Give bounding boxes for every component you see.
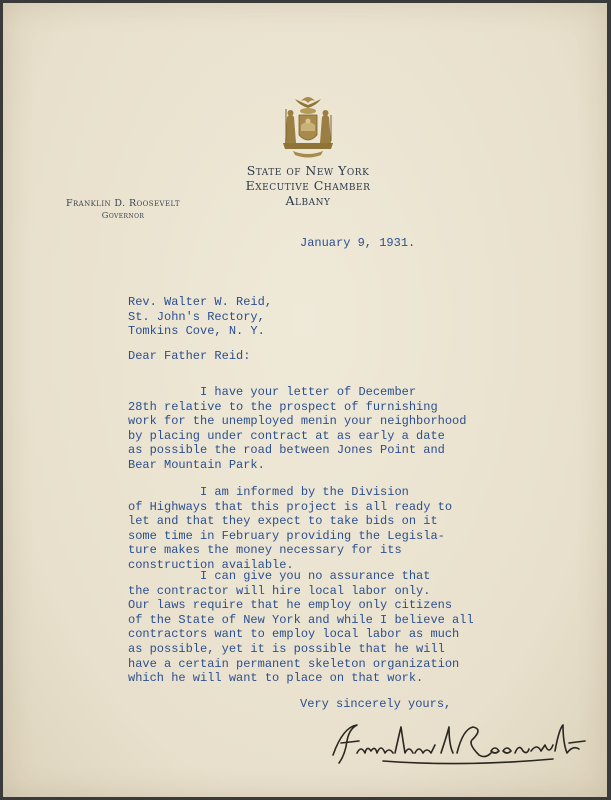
text-line: ture makes the money necessary for its <box>128 543 402 558</box>
letter-date: January 9, 1931. <box>300 236 416 250</box>
text-line: have a certain permanent skeleton organization <box>128 656 460 671</box>
letterhead-city: Albany <box>285 193 331 208</box>
text-line: I have your letter of December <box>128 385 417 399</box>
salutation: Dear Father Reid: <box>128 349 251 363</box>
text-line: construction available. <box>128 557 294 572</box>
recipient-line: St. John's Rectory, <box>128 309 265 324</box>
recipient-line: Tomkins Cove, N. Y. <box>128 324 265 339</box>
text-line: work for the unemployed menin your neighborhood <box>128 414 467 429</box>
recipient-address <box>128 295 272 339</box>
letterhead <box>203 163 413 208</box>
paragraph-2 <box>128 485 452 573</box>
paragraph-3 <box>128 569 474 686</box>
paragraph-1 <box>128 385 466 473</box>
handwritten-signature <box>323 715 593 775</box>
letterhead-state: State of New York <box>246 163 370 178</box>
text-line: as possible the road between Jones Point and <box>128 443 445 458</box>
text-line: of the State of New York and while I believe all <box>128 612 474 627</box>
new-york-state-seal-icon <box>273 91 343 161</box>
governor-name: Franklin D. Roosevelt <box>66 198 180 209</box>
text-line: I can give you no assurance that <box>128 569 431 583</box>
closing: Very sincerely yours, <box>300 697 452 711</box>
letter-page <box>3 3 607 797</box>
text-line: by placing under contract at as early a date <box>128 428 445 443</box>
text-line: as possible, yet it is possible that he will <box>128 641 445 656</box>
text-line: the contractor will hire local labor only. <box>128 583 431 598</box>
text-line: I am informed by the Division <box>128 485 409 499</box>
text-line: Our laws require that he employ only citizens <box>128 598 453 613</box>
text-line: some time in February providing the Legisla- <box>128 528 445 543</box>
governor-title: Governor <box>101 211 145 221</box>
text-line: of Highways that this project is all ready to <box>128 499 453 514</box>
text-line: Bear Mountain Park. <box>128 457 265 472</box>
text-line: which he will want to place on that work. <box>128 671 424 686</box>
letterhead-chamber: Executive Chamber <box>245 178 371 193</box>
text-line: let and that they expect to take bids on it <box>128 514 438 529</box>
text-line: contractors want to employ local labor as much <box>128 627 460 642</box>
text-line: 28th relative to the prospect of furnishing <box>128 399 438 414</box>
recipient-line: Rev. Walter W. Reid, <box>128 295 273 309</box>
governor-block <box>58 198 188 222</box>
